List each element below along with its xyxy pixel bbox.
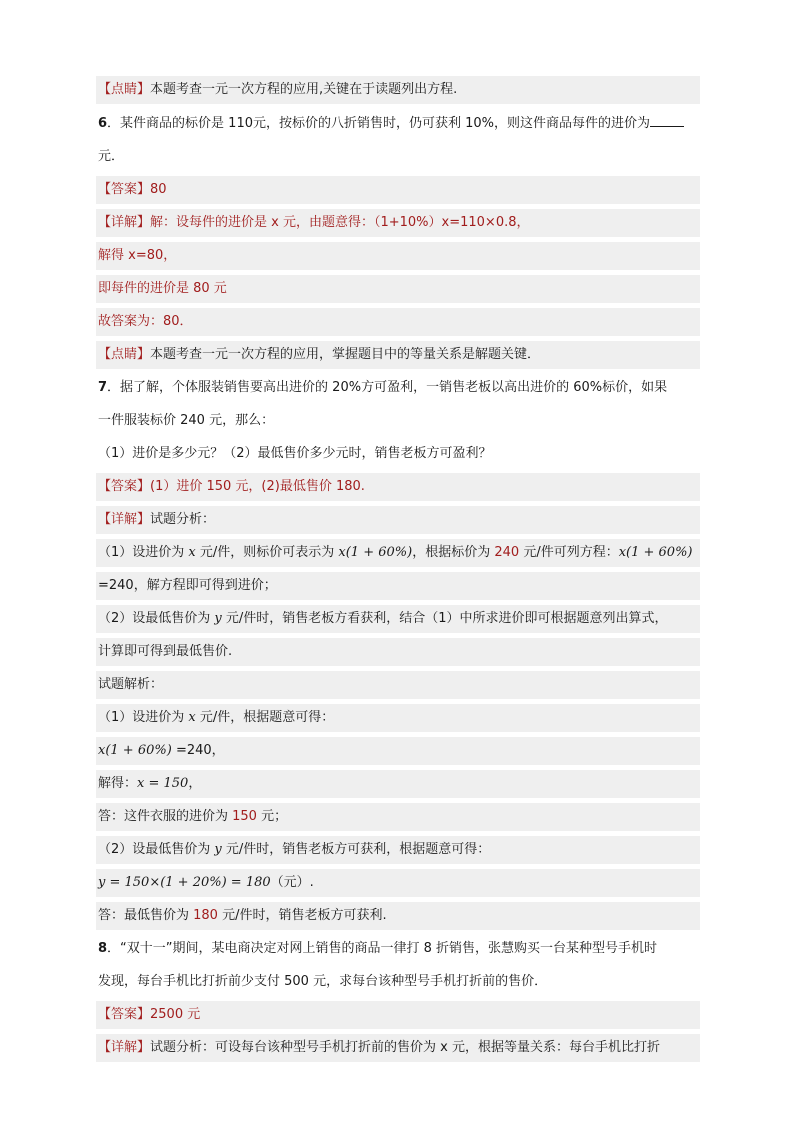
text-span: 一件服装标价 240 元，那么： (98, 413, 275, 428)
text-line-r17 (96, 605, 700, 633)
document-content (96, 76, 700, 1067)
text-span: 【点睛】 (98, 347, 151, 362)
text-line-r3 (96, 143, 700, 171)
text-span: 解得 x=80， (98, 248, 177, 263)
text-line-r12 (96, 440, 700, 468)
text-span: 解得： (98, 776, 138, 791)
text-span: 答：最低售价为 (98, 908, 194, 923)
text-span: 7 (98, 380, 108, 395)
text-span: 180 (193, 908, 218, 923)
text-line-r4 (96, 176, 700, 204)
text-span: 80 (150, 182, 167, 197)
text-span: =240，解方程即可得到进价； (98, 578, 277, 593)
text-span: 元． (98, 149, 125, 164)
text-span: 2500 元 (150, 1007, 201, 1022)
text-line-r5 (96, 209, 700, 237)
text-line-r2 (96, 109, 700, 138)
text-line-r18 (96, 638, 700, 666)
text-span: （1）设进价为 (98, 545, 189, 560)
text-line-r8 (96, 308, 700, 336)
text-line-r21 (96, 737, 700, 765)
text-line-r13 (96, 473, 700, 501)
text-span: （2）设最低售价为 (98, 842, 215, 857)
text-line-r9 (96, 341, 700, 369)
text-span: ， (188, 776, 202, 791)
text-line-r16 (96, 572, 700, 600)
text-span: 150 (232, 809, 257, 824)
text-span: ，根据标价为 (412, 545, 495, 560)
text-line-r10 (96, 374, 700, 402)
text-line-r23 (96, 803, 700, 831)
text-span: 元； (256, 809, 288, 824)
text-span: 答：这件衣服的进价为 (98, 809, 233, 824)
text-span: 【详解】 (98, 512, 151, 527)
text-span: 元/件，则标价可表示为 (195, 545, 339, 560)
text-line-r15 (96, 539, 700, 567)
text-span: 试题解析： (98, 677, 164, 692)
text-span: 240 (494, 545, 520, 560)
text-line-r27 (96, 935, 700, 963)
text-span: x (188, 710, 196, 725)
text-span: 试题分析：可设每台该种型号手机打折前的售价为 x 元，根据等量关系：每台手机比打折 (150, 1040, 660, 1055)
text-span: ．“双十一”期间，某电商决定对网上销售的商品一律打 8 折销售，张慧购买一台某种型号手机时 (107, 941, 658, 956)
text-span: 发现，每台手机比打折前少支付 500 元，求每台该种型号手机打折前的售价． (98, 974, 548, 989)
text-span: （1）进价是多少元？（2）最低售价多少元时，销售老板方可盈利？ (98, 446, 492, 461)
text-span: 计算即可得到最低售价. (98, 644, 233, 659)
text-span: y (214, 842, 222, 857)
text-span: x(1 + 60%) (338, 545, 413, 560)
text-line-r7 (96, 275, 700, 303)
text-span: ．某件商品的标价是 110元，按标价的八折销售时，仍可获利 10%，则这件商品每件的进价为 (107, 116, 651, 131)
text-span: 元/件时，销售老板方可获利，根据题意可得： (221, 842, 491, 857)
text-line-r25 (96, 869, 700, 897)
text-line-r19 (96, 671, 700, 699)
text-line-r28 (96, 968, 700, 996)
text-span: ．据了解，个体服装销售要高出进价的 20%方可盈利，一销售老板以高出进价的 60%标价，如果 (107, 380, 668, 395)
text-span: 【详解】 (98, 215, 151, 230)
text-line-r20 (96, 704, 700, 732)
text-span: y = 150×(1 + 20%) = 180 (98, 875, 271, 890)
text-line-r11 (96, 407, 700, 435)
text-span: 【详解】 (98, 1040, 151, 1055)
text-span: 【答案】 (98, 1007, 151, 1022)
text-span: y (214, 611, 222, 626)
text-span: 故答案为：80． (98, 314, 193, 329)
text-line-r6 (96, 242, 700, 270)
text-span: 元/件可列方程： (519, 545, 619, 560)
text-span: (1）进价 150 元，(2)最低售价 180. (150, 479, 365, 494)
text-line-r22 (96, 770, 700, 798)
text-span: （1）设进价为 (98, 710, 189, 725)
text-span: =240， (171, 743, 225, 758)
text-span: 试题分析： (150, 512, 216, 527)
text-span: （元）. (270, 875, 314, 890)
text-span: 8 (98, 941, 108, 956)
text-span: （2）设最低售价为 (98, 611, 215, 626)
text-span: 元/件，根据题意可得： (195, 710, 335, 725)
text-span: x(1 + 60%) (98, 743, 172, 758)
text-span: 【答案】 (98, 479, 151, 494)
text-span: x = 150 (137, 776, 189, 791)
text-span: 【答案】 (98, 182, 151, 197)
text-span: 元/件时，销售老板方看获利，结合（1）中所求进价即可根据题意列出算式， (221, 611, 668, 626)
text-span: 本题考查一元一次方程的应用,关键在于读题列出方程. (150, 82, 458, 97)
answer-blank (650, 113, 684, 127)
text-span: x (188, 545, 196, 560)
text-span: x(1 + 60%) (618, 545, 693, 560)
text-line-r14 (96, 506, 700, 534)
text-line-r24 (96, 836, 700, 864)
text-span: 本题考查一元一次方程的应用，掌握题目中的等量关系是解题关键． (150, 347, 541, 362)
text-span: 6 (98, 116, 108, 131)
text-line-r29 (96, 1001, 700, 1029)
text-span: 即每件的进价是 80 元 (98, 281, 227, 296)
text-span: 元/件时，销售老板方可获利. (217, 908, 387, 923)
text-span: 【点睛】 (98, 82, 151, 97)
text-line-r1 (96, 76, 700, 104)
text-line-r26 (96, 902, 700, 930)
text-span: 解：设每件的进价是 x 元，由题意得：（1+10%）x=110×0.8， (150, 215, 530, 230)
text-line-r30 (96, 1034, 700, 1062)
